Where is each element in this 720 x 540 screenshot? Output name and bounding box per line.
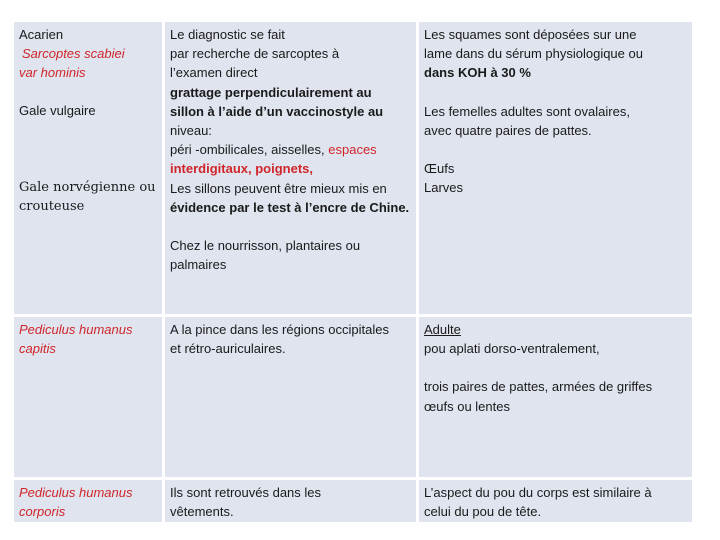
corporis-location-line1: Ils sont retrouvés dans les bbox=[170, 485, 322, 500]
squames-line2: lame dans du sérum physiologique ou bbox=[424, 46, 643, 62]
gale-norvegienne-label: Gale norvégienne ou bbox=[19, 179, 156, 195]
diagnostic-line9: Les sillons peuvent être mieux mis en bbox=[170, 180, 387, 196]
femelles-line2: avec quatre paires de pattes. bbox=[424, 122, 592, 138]
sarcoptes-variety: var hominis bbox=[19, 65, 86, 81]
diagnostic-line12: palmaires bbox=[170, 257, 227, 273]
oeufs-label: Œufs bbox=[424, 161, 455, 177]
diagnostic-line10: évidence par le test à l’encre de Chine. bbox=[170, 199, 410, 215]
corporis-desc-line1: L’aspect du pou du corps est similaire à bbox=[424, 485, 652, 500]
capitis-desc-line3: trois paires de pattes, armées de griffes bbox=[424, 379, 653, 395]
row1-col3-cell bbox=[419, 22, 692, 317]
capitis-species-line1: Pediculus humanus bbox=[19, 322, 133, 337]
sarcoptes-species: Sarcoptes scabiei bbox=[22, 46, 125, 62]
femelles-line1: Les femelles adultes sont ovalaires, bbox=[424, 103, 630, 119]
diagnostic-line11: Chez le nourrisson, plantaires ou bbox=[170, 238, 361, 254]
diagnostic-line6: niveau: bbox=[170, 123, 212, 139]
diagnostic-line4: grattage perpendiculairement au bbox=[170, 84, 372, 100]
capitis-desc-line2: pou aplati dorso-ventralement, bbox=[424, 341, 600, 357]
row3-col3-cell bbox=[419, 480, 692, 522]
row3-col1-cell bbox=[14, 480, 165, 522]
diagnostic-line1: Le diagnostic se fait bbox=[170, 27, 285, 42]
corporis-species-line2: corporis bbox=[19, 504, 66, 520]
capitis-location-line2: et rétro-auriculaires. bbox=[170, 341, 286, 357]
diagnostic-line7 bbox=[170, 140, 412, 159]
capitis-species-line2: capitis bbox=[19, 341, 56, 357]
capitis-location-line1: A la pince dans les régions occipitales bbox=[170, 322, 389, 337]
adult-label: Adulte bbox=[424, 322, 461, 337]
larves-label: Larves bbox=[424, 180, 464, 196]
diagnostic-line3: l’examen direct bbox=[170, 65, 258, 81]
row2-col2-cell bbox=[165, 317, 419, 480]
corporis-desc-line2: celui du pou de tête. bbox=[424, 504, 542, 520]
row1-col2-cell bbox=[165, 22, 419, 317]
capitis-desc-line4: œufs ou lentes bbox=[424, 398, 510, 414]
corporis-location-line2: vêtements. bbox=[170, 504, 234, 520]
row2-col3-cell bbox=[419, 317, 692, 480]
gale-vulgaire-label: Gale vulgaire bbox=[19, 102, 96, 118]
squames-line3: dans KOH à 30 % bbox=[424, 65, 531, 81]
sites-text: péri -ombilicales, aisselles, bbox=[170, 142, 325, 158]
parasite-table bbox=[14, 22, 692, 522]
row1-col1-cell bbox=[14, 22, 165, 317]
capitis-adult-line bbox=[424, 320, 688, 339]
row2-col1-cell bbox=[14, 317, 165, 480]
diagnostic-line8: interdigitaux, poignets, bbox=[170, 161, 314, 177]
corporis-species-line1: Pediculus humanus bbox=[19, 485, 133, 500]
row3-col2-cell bbox=[165, 480, 419, 522]
gale-crouteuse-label: crouteuse bbox=[19, 199, 85, 215]
diagnostic-line2: par recherche de sarcoptes à bbox=[170, 46, 340, 62]
diagnostic-line5: sillon à l’aide d’un vaccinostyle au bbox=[170, 103, 384, 119]
sites-red-text: espaces bbox=[328, 142, 377, 158]
acarien-label: Acarien bbox=[19, 27, 64, 42]
squames-line1: Les squames sont déposées sur une bbox=[424, 27, 637, 42]
